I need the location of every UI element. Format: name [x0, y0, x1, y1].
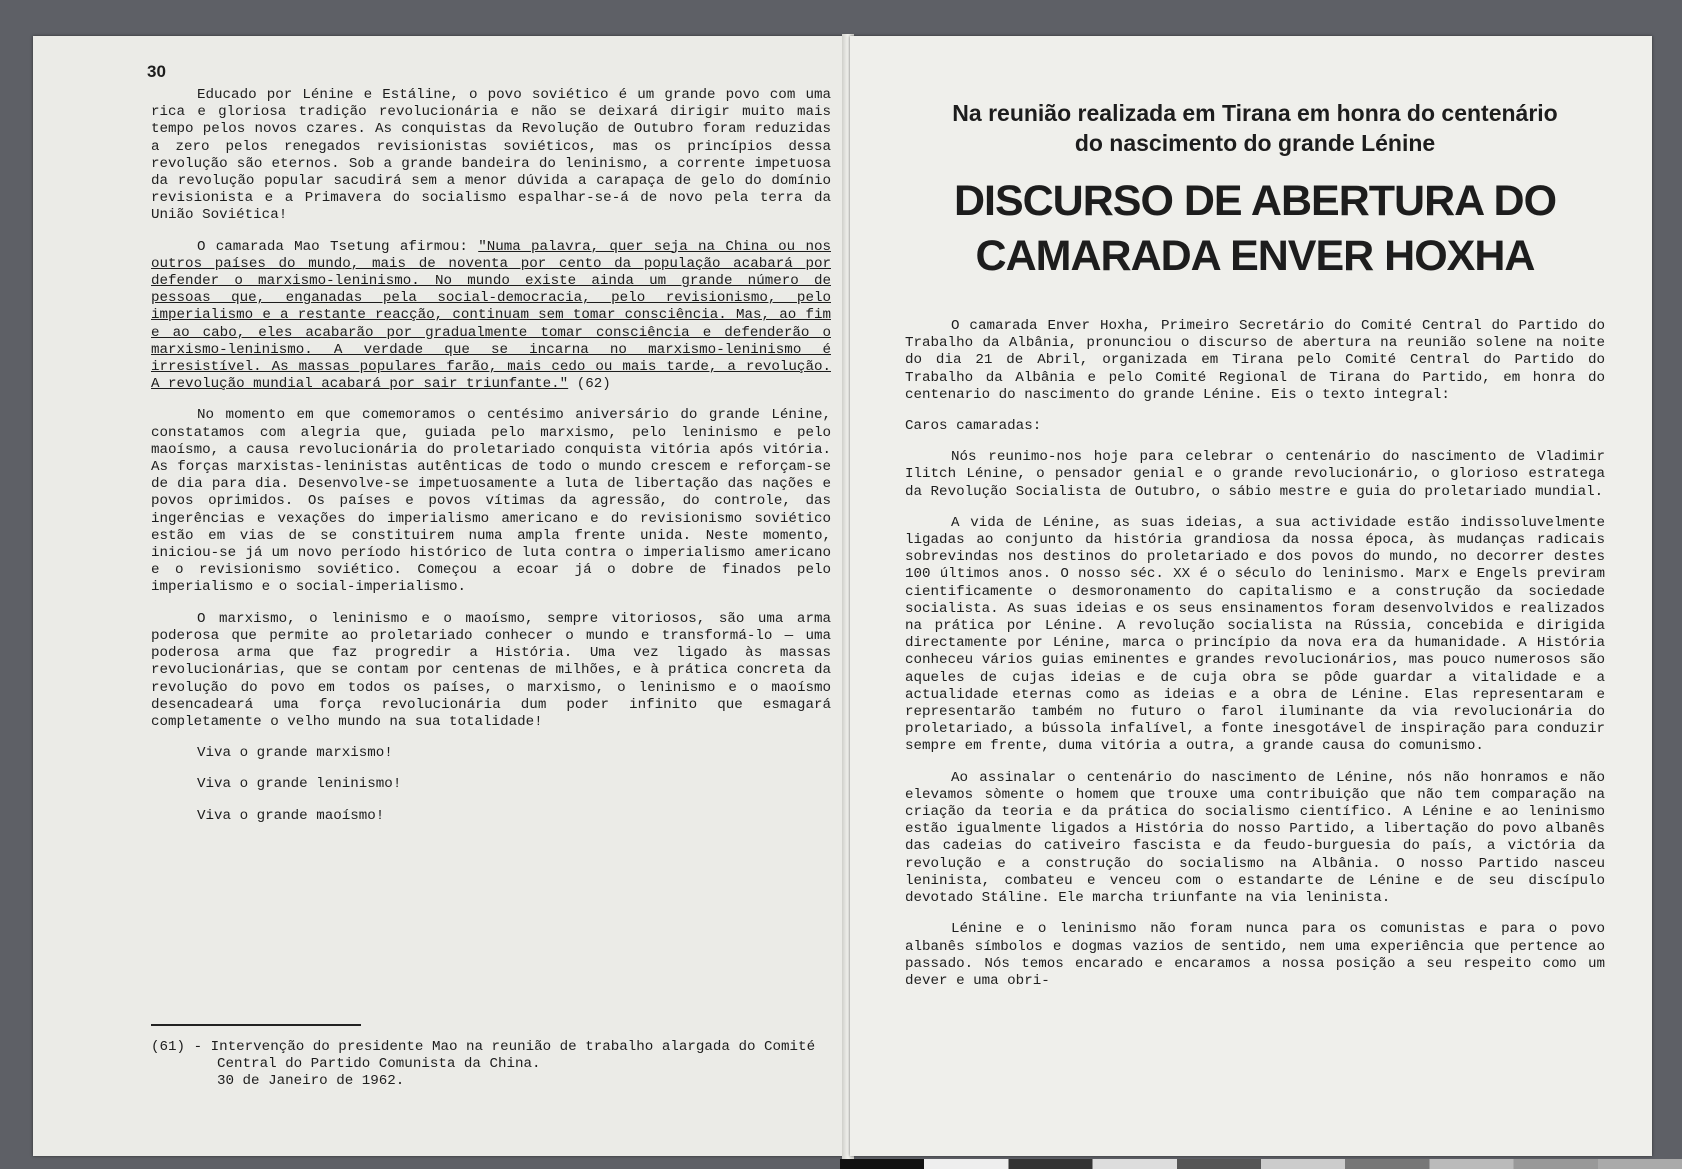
- footnote-reference: (62): [576, 376, 611, 393]
- paragraph: Educado por Lénine e Estáline, o povo soviético é um grande povo com uma rica e gloriosa tradição revolucionária e não se deixará dirigir muito mais tempo pelos novos czares. As conquistas da Revolução de Outubro foram reduzidas a zero pelos renegados revisionistas soviéticos, mas os princípios dessa revolução são eternos. Sob a grande bandeira do leninismo, a corrente impetuosa da revolução popular sacudirá sem a menor dúvida a carapaça de gelo do domínio revisionista e a Primavera do socialismo espalhar-se-á de novo pela terra da União Soviética!: [151, 87, 831, 224]
- subheading: [880, 98, 1630, 158]
- right-page: [850, 36, 1652, 1156]
- viva-line: Viva o grande maoísmo!: [197, 807, 385, 824]
- left-column: [151, 87, 831, 839]
- heading-line: DISCURSO DE ABERTURA DO: [953, 177, 1557, 225]
- viva-line: Viva o grande leninismo!: [197, 776, 402, 793]
- paragraph: Lénine e o leninismo não foram nunca para os comunistas e para o povo albanês símbolos e dogmas vazios de sentido, nem uma experiência que pertence ao passado. Nós temos encarado e encaramos a nossa posição a seu respeito como um dever e uma obri-: [905, 921, 1605, 989]
- salutation: Caros camaradas:: [905, 418, 1042, 435]
- footnote-date: 30 de Janeiro de 1962.: [217, 1073, 405, 1090]
- quote-text: "Numa palavra, quer seja na China ou nos outros países do mundo, mais de noventa por cento da população acabará por defender o marxismo-leninismo. No mundo existe ainda um grande número de pessoas que, enganadas pela social-democracia, pelo revisionismo, pelo imperialismo e a restante reacção, continuam sem tomar consciência. Mas, ao fim e ao cabo, eles acabarão por gradualmente tomar consciência e defenderão o marxismo-leninismo. A verdade que se incarna no marxismo-leninismo é irresistível. As massas populares farão, mais cedo ou mais tarde, a revolução. A revolução mundial acabará por sair triunfante.": [151, 238, 831, 393]
- heading-line: CAMARADA ENVER HOXHA: [975, 232, 1535, 280]
- main-heading: [880, 174, 1630, 284]
- subheading-line: do nascimento do grande Lénine: [1074, 130, 1436, 156]
- page-number: 30: [147, 62, 166, 81]
- left-page: [33, 36, 848, 1156]
- paragraph: Nós reunimo-nos hoje para celebrar o centenário do nascimento de Vladimir Ilitch Lénine, o pensador genial e o grande revolucionário, o glorioso estratega da Revolução Socialista de Outubro, o sábio mestre e guia do proletariado mundial.: [905, 449, 1605, 500]
- paragraph: A vida de Lénine, as suas ideias, a sua actividade estão indissoluvelmente ligadas ao conjunto da história grandiosa da nossa época, às mudanças radicais sobrevindas nos destinos do proletariado e dos povos do mundo, no decorrer destes 100 últimos anos. O nosso séc. XX é o século do leninismo. Marx e Engels previram cientificamente o desmoronamento do capitalismo e a construção da sociedade socialista. As suas ideias e os seus ensinamentos foram desenvolvidos e realizados na prática por Lénine. A revolução socialista na Rússia, concebida e dirigida directamente por Lénine, marca o princípio da nova era da humanidade. A História conheceu vários guias eminentes e grandes revolucionários, mas pouco numerosos são aqueles de cujas ideias e de cuja obra se pôde guardar a vitalidade e a actualidade eternas como as ideias e a obra de Lénine. Elas representaram e representarão também no futuro o farol iluminante da via revolucionária do proletariado, a bússola infalível, a fonte inesgotável de inspiração para conduzir sempre em frente, duma vitória a outra, a grande causa do comunismo.: [905, 514, 1605, 755]
- viva-line: Viva o grande marxismo!: [197, 745, 393, 762]
- intro-paragraph: O camarada Enver Hoxha, Primeiro Secretário do Comité Central do Partido do Trabalho da Albânia, pronunciou o discurso de abertura na reunião solene na noite do dia 21 de Abril, organizada em Tirana pelo Comité Central do Partido do Trabalho da Albânia e pelo Comité Regional de Tirana do Partido, em honra do centenario do nascimento do grande Lénine. Eis o texto integral:: [905, 318, 1605, 403]
- footnote-text: (61) - Intervenção do presidente Mao na reunião de trabalho alargada do Comité Central do Partido Comunista da China.: [151, 1039, 816, 1073]
- right-column: [905, 318, 1605, 1004]
- footnote-divider: [151, 1024, 361, 1026]
- paragraph: O marxismo, o leninismo e o maoísmo, sempre vitoriosos, são uma arma poderosa que permite ao proletariado conhecer o mundo e transformá-lo — uma poderosa arma que faz progredir a História. Uma vez ligado às massas revolucionárias, que se contam por centenas de milhões, e à prática concreta da revolução do povo em todos os países, o marxismo, o leninismo e o maoísmo desencadeará uma força revolucionária dum poder infinito que esmagará completamente o velho mundo na sua totalidade!: [151, 610, 831, 730]
- paragraph: Ao assinalar o centenário do nascimento de Lénine, nós não honramos e não elevamos sòmente o homem que trouxe uma contribuição que não tem comparação na criação da teoria e da prática do socialismo científico. A Lénine e ao leninismo estão igualmente ligados a História do nosso Partido, a libertação do povo albanês das cadeias do cativeiro fascista e da feudo-burguesia do país, a victória da revolução e a construção do socialismo na Albânia. O nosso Partido nasceu leninista, combateu e venceu com o estandarte de Lénine e de seu discípulo devotado Stáline. Ele marcha triunfante na via leninista.: [905, 769, 1605, 907]
- subheading-line: Na reunião realizada em Tirana em honra do centenário: [952, 100, 1558, 126]
- scan-color-bar: [840, 1159, 1682, 1169]
- paragraph: No momento em que comemoramos o centésimo aniversário do grande Lénine, constatamos com alegria que, guiada pelo marxismo, pelo leninismo e pelo maoísmo, a causa revolucionária do proletariado conquista vitória após vitória. As forças marxistas-leninistas autênticas de todo o mundo crescem e reforçam-se de dia para dia. Desenvolve-se impetuosamente a luta de libertação das nações e povos oprimidos. Os países e povos vítimas da agressão, do controle, das ingerências e vexações do imperialismo americano e do revisionismo soviético estão em vias de se constituirem numa ampla frente unida. Neste momento, iniciou-se já um novo período histórico de luta contra o imperialismo americano e o revisionismo soviético. Começou a ecoar já o dobre de finados pelo imperialismo e o social-imperialismo.: [151, 407, 831, 596]
- quote-intro: O camarada Mao Tsetung afirmou:: [197, 238, 468, 255]
- footnote: [151, 1039, 831, 1091]
- quote-paragraph: [151, 239, 831, 394]
